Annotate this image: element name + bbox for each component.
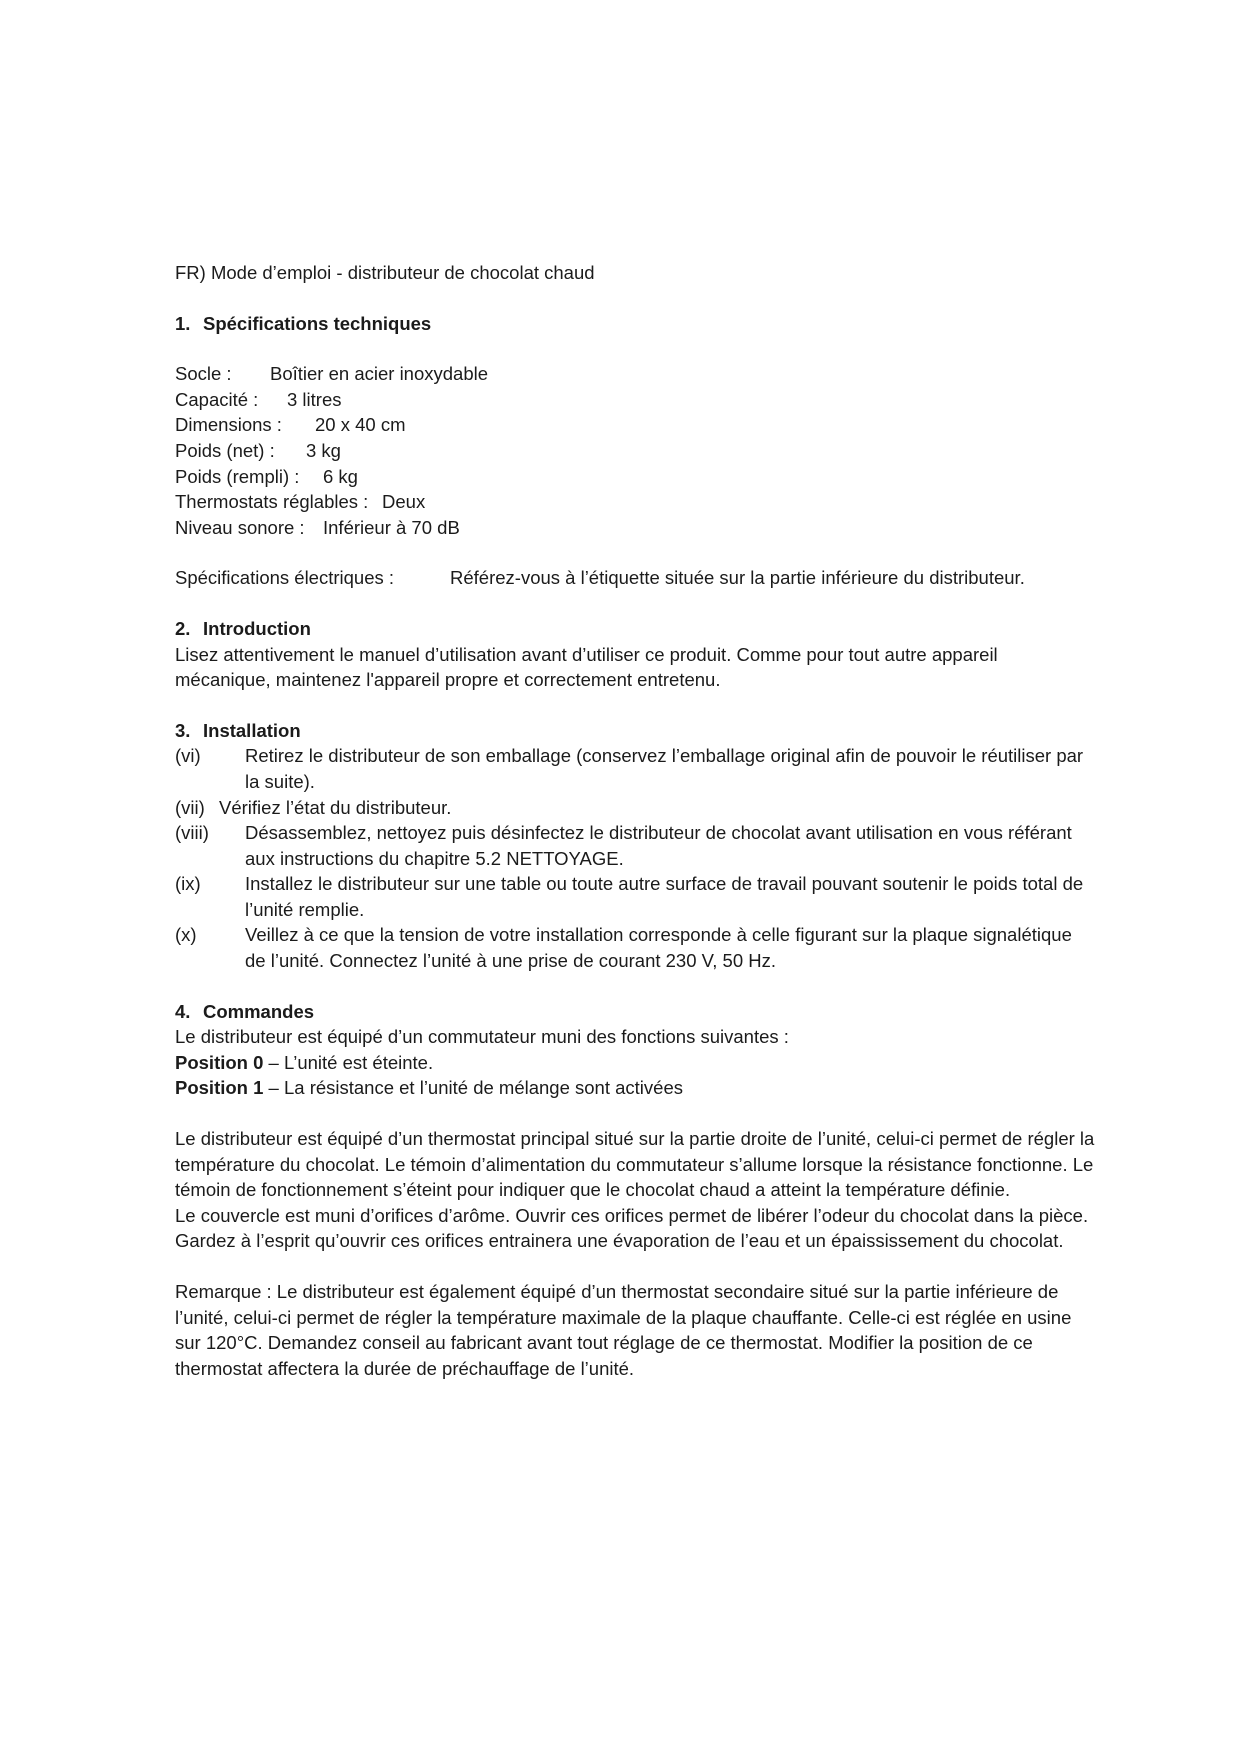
spec-value: Inférieur à 70 dB xyxy=(323,516,460,538)
section-heading-commandes xyxy=(175,999,1095,1025)
section-title: Spécifications techniques xyxy=(203,312,432,334)
list-item-text: Veillez à ce que la tension de votre installation corresponde à celle figurant sur la plaque signalétique de l’unité. Connectez l’unité à une prise de courant 230 V, 50 Hz. xyxy=(245,924,1072,972)
electrical-spec-label: Spécifications électriques : xyxy=(175,567,395,589)
spec-row xyxy=(175,361,1095,387)
list-item-number: (vi) xyxy=(175,745,201,767)
spec-label: Thermostats réglables : xyxy=(175,491,369,513)
spec-value: 6 kg xyxy=(323,465,358,487)
document-page xyxy=(175,260,1095,1381)
spec-label: Dimensions : xyxy=(175,414,282,436)
installation-list xyxy=(175,743,1095,973)
section-title: Installation xyxy=(203,719,301,741)
list-item xyxy=(175,795,1095,821)
section-title: Commandes xyxy=(203,1000,315,1022)
position-1-row xyxy=(175,1075,1095,1101)
section-number: 2. xyxy=(175,617,191,639)
position-0-label: Position 0 xyxy=(175,1051,264,1073)
list-item-text: Vérifiez l’état du distributeur. xyxy=(219,796,452,818)
position-1-text: – La résistance et l’unité de mélange sont activées xyxy=(263,1077,683,1099)
list-item xyxy=(175,871,1095,922)
list-item xyxy=(175,922,1095,973)
spec-value: 3 litres xyxy=(287,388,342,410)
spec-label: Socle : xyxy=(175,363,232,385)
lid-paragraph: Le couvercle est muni d’orifices d’arôme. Ouvrir ces orifices permet de libérer l’odeur du chocolat dans la pièce. Gardez à l’esprit qu’ouvrir ces orifices entrainera une évaporation de l’eau et un épaississement du chocolat. xyxy=(175,1204,1089,1252)
spec-row xyxy=(175,438,1095,464)
section-title: Introduction xyxy=(203,617,311,639)
spec-label: Poids (net) : xyxy=(175,439,275,461)
spec-row xyxy=(175,412,1095,438)
spec-row xyxy=(175,387,1095,413)
remark-paragraph: Remarque : Le distributeur est également équipé d’un thermostat secondaire situé sur la partie inférieure de l’unité, celui-ci permet de régler la température maximale de la plaque chauffante. Celle-ci est réglée en usine sur 120°C. Demandez conseil au fabricant avant tout réglage de ce thermostat. Modifier la position de ce thermostat affectera la durée de préchauffage de l’unité. xyxy=(175,1281,1072,1379)
section-number: 4. xyxy=(175,1000,191,1022)
spec-label: Niveau sonore : xyxy=(175,516,305,538)
spec-label: Poids (rempli) : xyxy=(175,465,300,487)
electrical-spec-row xyxy=(175,565,1095,591)
position-0-row xyxy=(175,1050,1095,1076)
section-number: 1. xyxy=(175,312,191,334)
introduction-text: Lisez attentivement le manuel d’utilisation avant d’utiliser ce produit. Comme pour tout autre appareil mécanique, maintenez l'appareil propre et correctement entretenu. xyxy=(175,643,998,691)
spec-value: 3 kg xyxy=(306,439,341,461)
section-heading-installation xyxy=(175,718,1095,744)
section-heading-specs xyxy=(175,311,1095,337)
spec-row xyxy=(175,489,1095,515)
list-item-number: (viii) xyxy=(175,822,209,844)
list-item xyxy=(175,743,1095,794)
controls-intro: Le distributeur est équipé d’un commutateur muni des fonctions suivantes : xyxy=(175,1026,789,1048)
list-item-text: Installez le distributeur sur une table ou toute autre surface de travail pouvant soutenir le poids total de l’unité remplie. xyxy=(245,873,1084,920)
spec-list xyxy=(175,361,1095,540)
spec-label: Capacité : xyxy=(175,388,259,410)
section-number: 3. xyxy=(175,719,191,741)
spec-value: Deux xyxy=(382,491,426,513)
section-heading-introduction xyxy=(175,616,1095,642)
spec-row xyxy=(175,515,1095,541)
position-0-text: – L’unité est éteinte. xyxy=(263,1051,434,1073)
position-1-label: Position 1 xyxy=(175,1077,264,1099)
thermostat-paragraph: Le distributeur est équipé d’un thermostat principal situé sur la partie droite de l’unité, celui-ci permet de régler la température du chocolat. Le témoin d’alimentation du commutateur s’allume lorsque la résistance fonctionne. Le témoin de fonctionnement s’éteint pour indiquer que le chocolat chaud a atteint la température définie. xyxy=(175,1128,1095,1201)
spec-row xyxy=(175,464,1095,490)
electrical-spec-value: Référez-vous à l’étiquette située sur la partie inférieure du distributeur. xyxy=(450,567,1025,589)
list-item xyxy=(175,820,1095,871)
spec-value: Boîtier en acier inoxydable xyxy=(270,363,489,385)
document-title: FR) Mode d’emploi - distributeur de chocolat chaud xyxy=(175,262,595,283)
list-item-number: (x) xyxy=(175,924,197,946)
list-item-text: Retirez le distributeur de son emballage (conservez l’emballage original afin de pouvoir le réutiliser par la suite). xyxy=(245,745,1084,792)
list-item-text: Désassemblez, nettoyez puis désinfectez le distributeur de chocolat avant utilisation en vous référant aux instructions du chapitre 5.2 NETTOYAGE. xyxy=(245,822,1072,869)
list-item-number: (ix) xyxy=(175,873,201,895)
list-item-number: (vii) xyxy=(175,796,205,818)
spec-value: 20 x 40 cm xyxy=(315,414,406,436)
